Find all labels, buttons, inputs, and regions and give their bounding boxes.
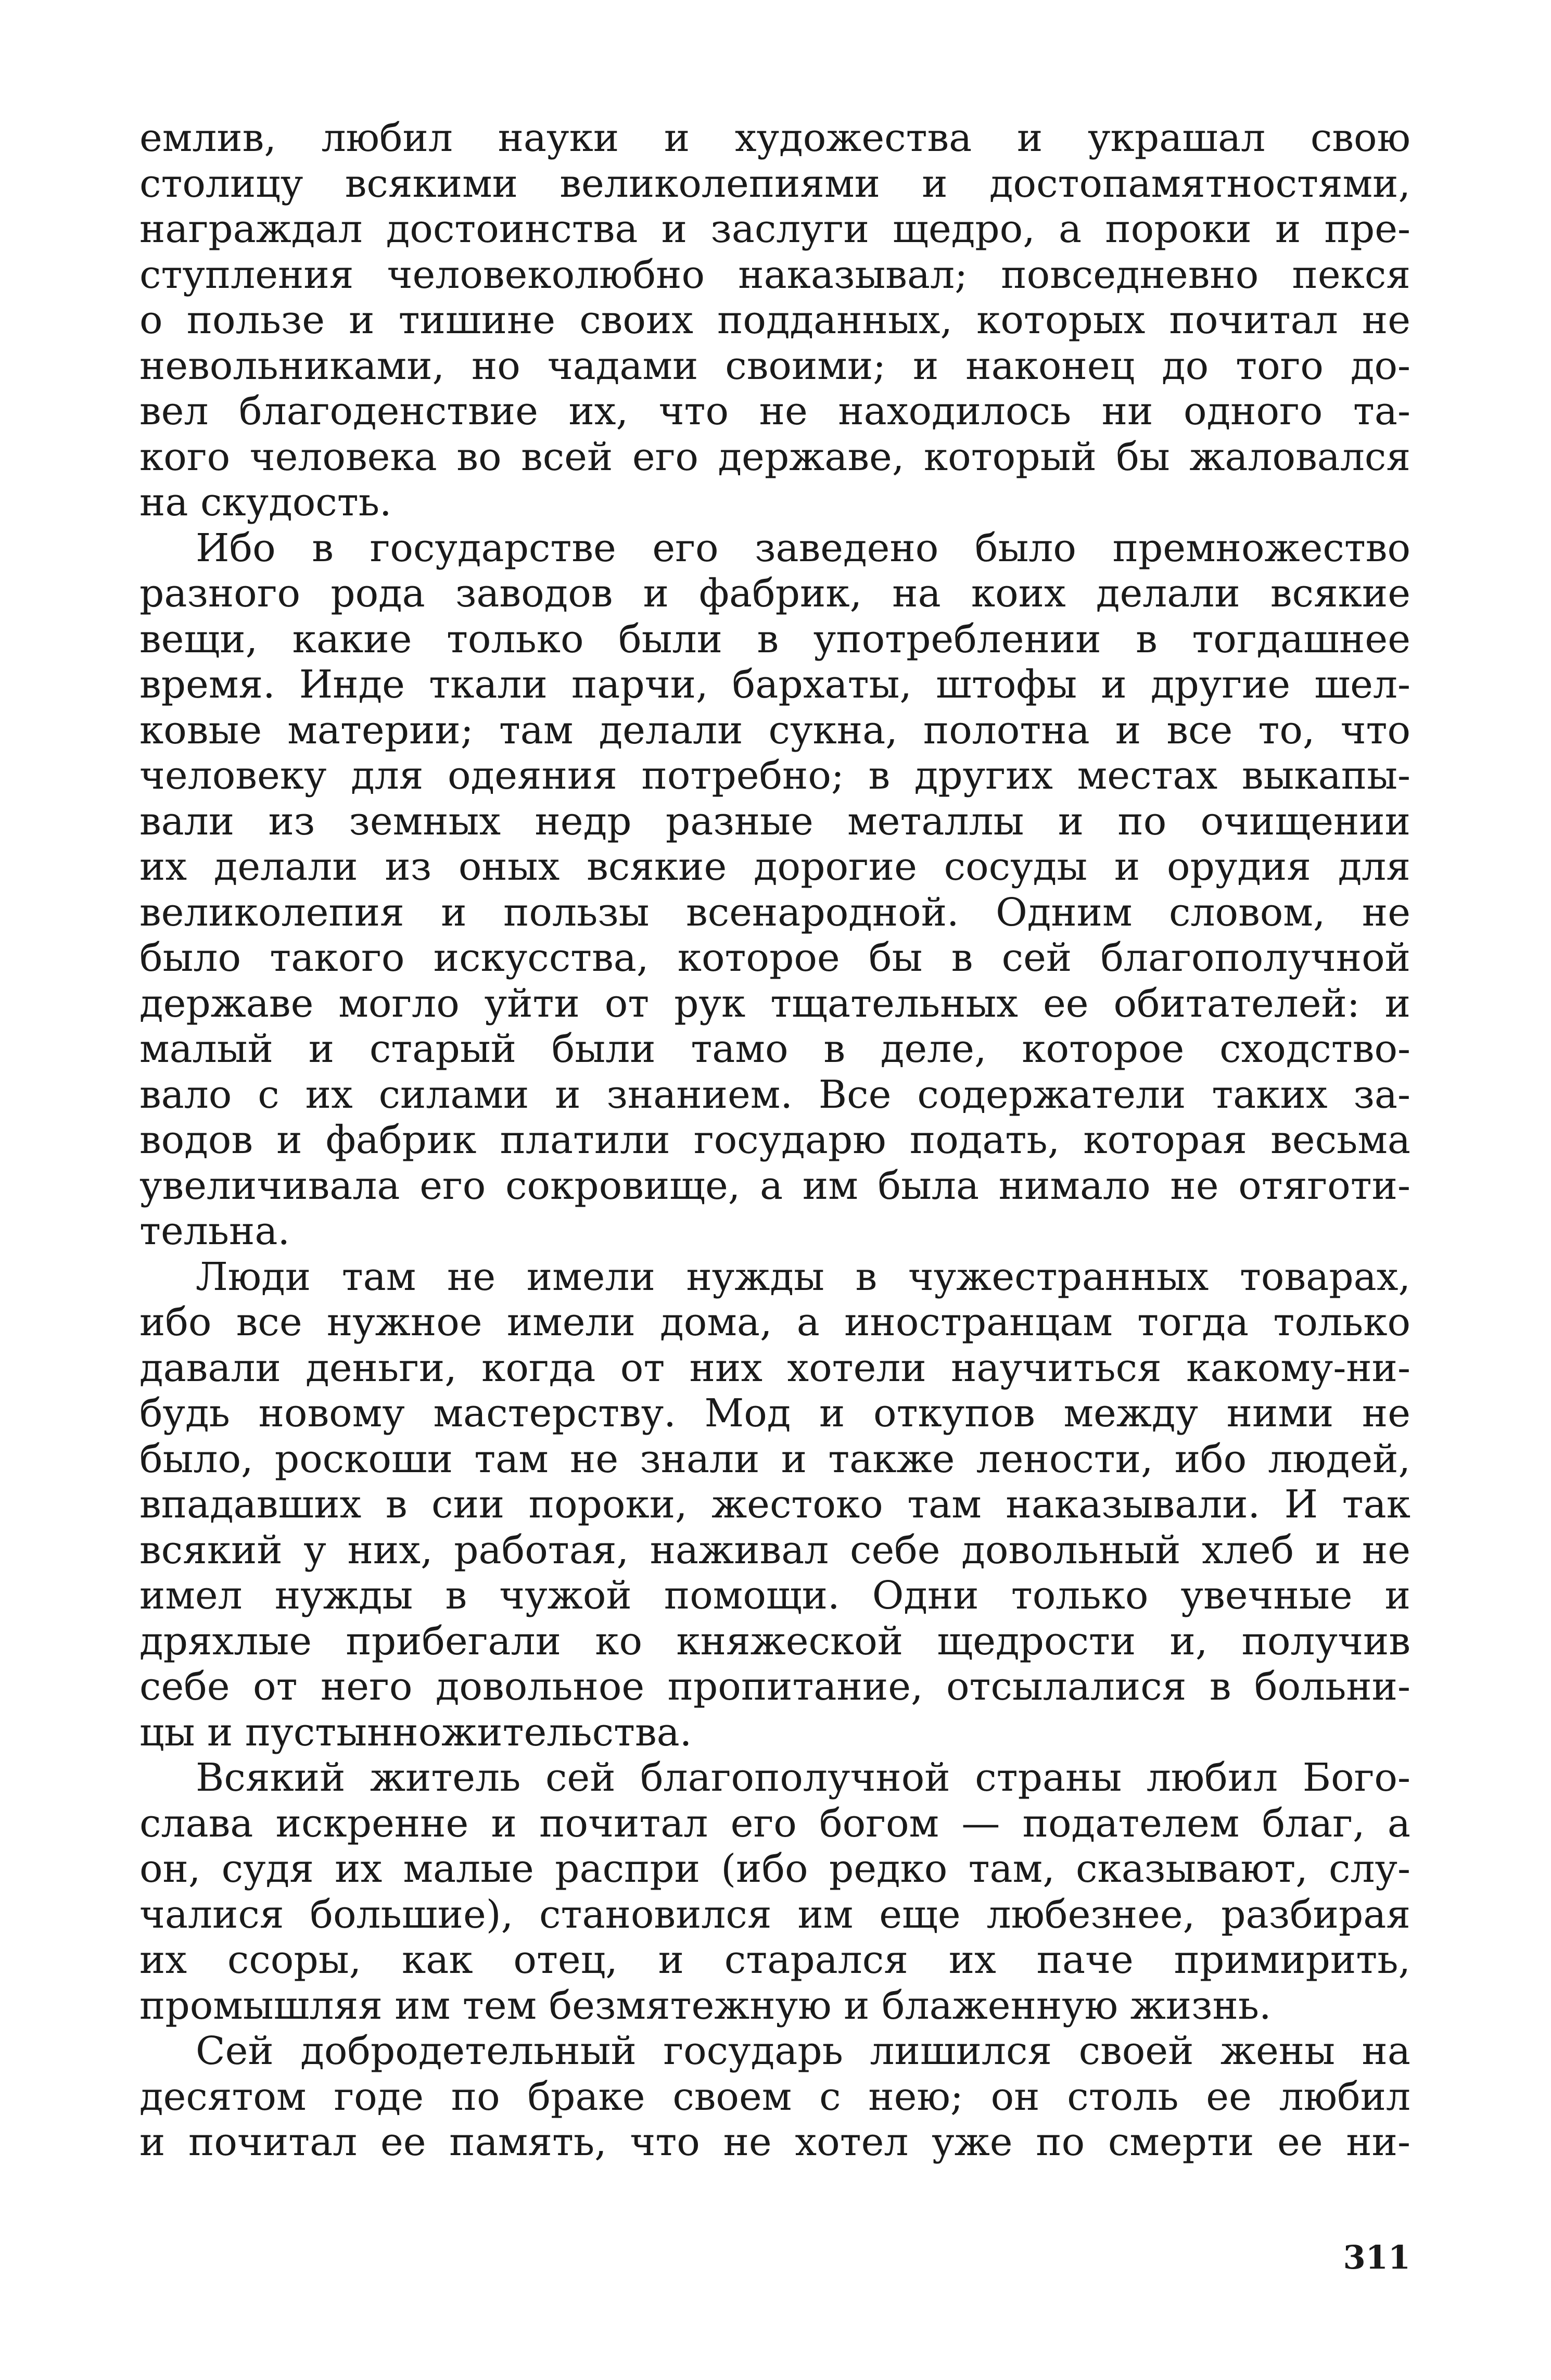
text-line: столицу всякими великолепиями и достопамятностями, <box>139 161 1410 206</box>
text-line: промышляя им тем безмятежную и блаженную жизнь. <box>139 1983 1272 2028</box>
text-line: будь новому мастерству. Мод и откупов между ними не <box>139 1391 1410 1436</box>
text-line: и почитал ее память, что не хотел уже по смерти ее ни- <box>139 2120 1410 2164</box>
text-line: было, роскоши там не знали и также лености, ибо людей, <box>139 1436 1410 1482</box>
page-number: 311 <box>1343 2238 1410 2276</box>
text-line: великолепия и пользы всенародной. Одним словом, не <box>139 890 1410 935</box>
text-line: имел нужды в чужой помощи. Одни только увечные и <box>139 1573 1410 1618</box>
text-line: Сей добродетельный государь лишился своей жены на <box>196 2029 1410 2073</box>
text-line: увеличивала его сокровище, а им была нимало не отяготи- <box>139 1163 1410 1208</box>
text-line: емлив, любил науки и художества и украшал свою <box>139 116 1410 160</box>
text-line: всякий у них, работая, наживал себе довольный хлеб и не <box>139 1527 1410 1573</box>
text-line: дряхлые прибегали ко княжеской щедрости и, получив <box>139 1618 1410 1664</box>
text-line: ковые материи; там делали сукна, полотна и все то, что <box>139 707 1410 753</box>
text-line: себе от него довольное пропитание, отсылалися в больни- <box>139 1664 1410 1709</box>
text-line: вало с их силами и знанием. Все содержатели таких за- <box>139 1072 1410 1117</box>
text-line: о пользе и тишине своих подданных, которых почитал не <box>139 298 1410 343</box>
text-line: ступления человеколюбно наказывал; повседневно пекся <box>139 252 1410 297</box>
text-line: впадавших в сии пороки, жестоко там наказывали. И так <box>139 1482 1410 1527</box>
text-line: вещи, какие только были в употреблении в тогдашнее <box>139 616 1410 662</box>
text-line: державе могло уйти от рук тщательных ее обитателей: и <box>139 981 1410 1026</box>
text-line: он, судя их малые распри (ибо редко там, сказывают, слу- <box>139 1846 1410 1891</box>
text-line: награждал достоинства и заслуги щедро, а пороки и пре- <box>139 207 1410 251</box>
text-line: их делали из оных всякие дорогие сосуды и орудия для <box>139 844 1410 889</box>
text-line: слава искренне и почитал его богом — подателем благ, а <box>139 1801 1410 1846</box>
text-line: Люди там не имели нужды в чужестранных товарах, <box>196 1254 1410 1299</box>
text-line: водов и фабрик платили государю подать, которая весьма <box>139 1118 1410 1162</box>
text-line: вел благоденствие их, что не находилось ни одного та- <box>139 389 1410 434</box>
text-line: чалися большие), становился им еще любезнее, разбирая <box>139 1892 1410 1937</box>
text-line: было такого искусства, которое бы в сей благополучной <box>139 935 1410 980</box>
text-line: малый и старый были тамо в деле, которое сходство- <box>139 1027 1410 1071</box>
page-text <box>139 116 1410 2166</box>
text-line: время. Инде ткали парчи, бархаты, штофы и другие шел- <box>139 662 1410 707</box>
text-line: кого человека во всей его державе, который бы жаловался <box>139 434 1410 479</box>
text-line: давали деньги, когда от них хотели научиться какому-ни- <box>139 1345 1410 1390</box>
text-line: Всякий житель сей благополучной страны любил Бого- <box>196 1755 1410 1800</box>
text-line: тельна. <box>139 1209 290 1254</box>
text-line: ибо все нужное имели дома, а иностранцам тогда только <box>139 1300 1410 1345</box>
text-line: их ссоры, как отец, и старался их паче примирить, <box>139 1938 1410 1982</box>
text-line: Ибо в государстве его заведено было премножество <box>196 525 1410 571</box>
text-line: на скудость. <box>139 480 392 525</box>
text-line: невольниками, но чадами своими; и наконец до того до- <box>139 343 1410 388</box>
text-line: вали из земных недр разные металлы и по очищении <box>139 799 1410 844</box>
text-line: разного рода заводов и фабрик, на коих делали всякие <box>139 571 1410 616</box>
text-line: десятом годе по браке своем с нею; он столь ее любил <box>139 2074 1410 2119</box>
text-line: цы и пустынножительства. <box>139 1710 692 1755</box>
text-line: человеку для одеяния потребно; в других местах выкапы- <box>139 753 1410 798</box>
